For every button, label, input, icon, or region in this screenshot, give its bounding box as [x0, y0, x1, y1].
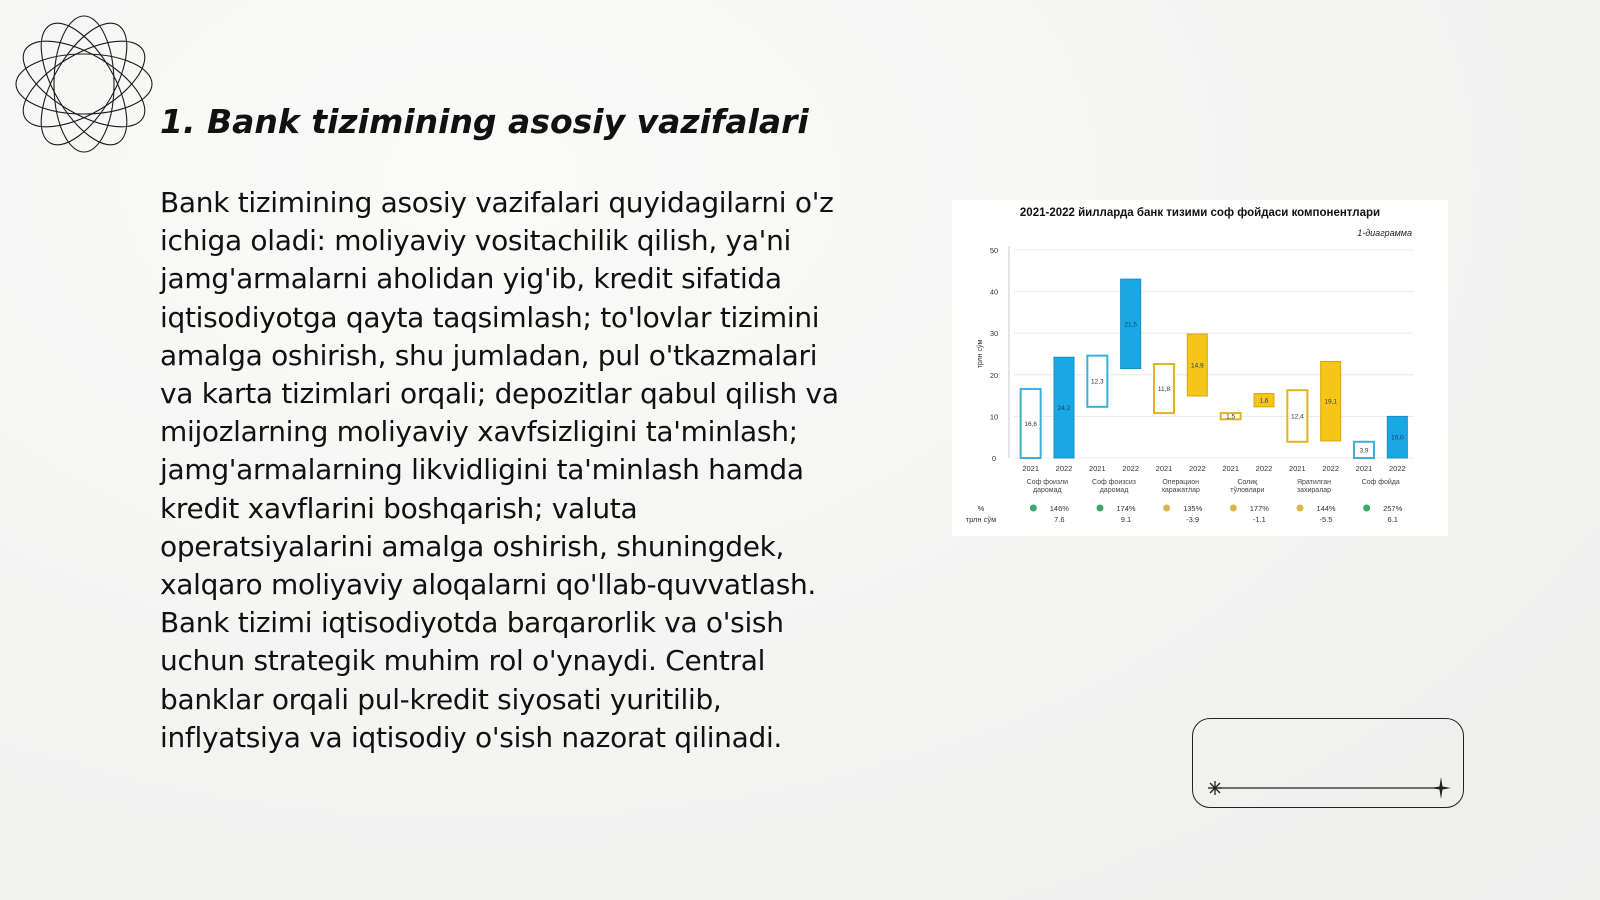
y-tick-label: 50 — [989, 246, 999, 255]
y-tick-label: 20 — [989, 370, 999, 380]
group-label: Соф фоизсиз — [1092, 479, 1136, 486]
group-label: Яратилган — [1296, 479, 1332, 486]
sparkle-line-icon — [1193, 719, 1465, 809]
x-tick-label: 2022 — [1388, 464, 1406, 473]
x-tick-label: 2021 — [1022, 464, 1040, 473]
chart-svg — [952, 200, 1448, 536]
chart-title: 2021-2022 йилларда банк тизими соф фойдаси компонентлари — [1019, 207, 1381, 219]
footer-amount: 7.6 — [1054, 515, 1065, 524]
change-icon — [1297, 505, 1304, 512]
footer-pct: 144% — [1316, 504, 1336, 513]
y-tick-label: 30 — [989, 329, 999, 339]
x-tick-label: 2022 — [1055, 464, 1073, 473]
change-icon — [1030, 505, 1037, 512]
change-icon — [1097, 505, 1104, 512]
group-label: даромад — [1099, 487, 1129, 494]
y-tick-label: 0 — [991, 454, 997, 463]
bar-value-label: 11,8 — [1157, 386, 1171, 394]
x-tick-label: 2022 — [1188, 464, 1206, 473]
footer-amount: 9.1 — [1120, 515, 1132, 524]
x-tick-label: 2021 — [1288, 464, 1306, 473]
bar-value-label: 14,9 — [1191, 362, 1204, 370]
footer-pct: 135% — [1183, 504, 1203, 513]
group-label: захиралар — [1296, 487, 1332, 494]
bar-value-label: 21,5 — [1124, 321, 1137, 329]
chart-subtitle: 1-диаграмма — [1357, 228, 1412, 238]
bar-value-label: 1,5 — [1226, 413, 1236, 421]
group-label: Операцион — [1162, 479, 1199, 486]
footer-row-label: трлн сўм — [965, 515, 997, 524]
footer-amount: 6.1 — [1387, 515, 1398, 524]
x-tick-label: 2022 — [1122, 464, 1140, 473]
change-icon — [1363, 505, 1370, 512]
x-tick-label: 2021 — [1222, 464, 1240, 473]
footer-row-label: % — [977, 504, 985, 513]
bar-value-label: 10,0 — [1391, 434, 1404, 442]
footer-pct: 146% — [1049, 504, 1069, 513]
footer-amount: -1.1 — [1252, 515, 1266, 524]
group-label: Соф фойда — [1361, 479, 1400, 486]
decorative-frame — [1192, 718, 1464, 808]
bar-value-label: 24,2 — [1057, 405, 1071, 413]
footer-pct: 177% — [1249, 504, 1269, 513]
bar-value-label: 12,4 — [1291, 413, 1304, 421]
slide-body-text: Bank tizimining asosiy vazifalari quyidagilarni o'z ichiga oladi: moliyaviy vositachilik qilish, ya'ni jamg'armalarni aholidan yig'ib, kredit sifatida iqtisodiyotga qayta taqsimlash; to'lovlar tizimini amalga oshirish, shu jumladan, pul o'tkazmalari va karta tizimlari orqali; depozitlar qabul qilish va mijozlarning moliyaviy xavfsizligini ta'minlash; jamg'armalarning likvidligini ta'minlash hamda kredit xavflarini boshqarish; valuta operatsiyalarini amalga oshirish, shuningdek, xalqaro moliyaviy aloqalarni qo'llab-quvvatlash. Bank tizimi iqtisodiyotda barqarorlik va o'sish uchun strategik muhim rol o'ynaydi. Central banklar orqali pul-kredit siyosati yuritilib, inflyatsiya va iqtisodiy o'sish nazorat qilinadi. — [160, 186, 839, 754]
group-label: даромад — [1033, 487, 1062, 494]
bar-value-label: 19,1 — [1324, 398, 1337, 406]
x-tick-label: 2021 — [1088, 464, 1106, 473]
bar-value-label: 16,6 — [1024, 420, 1037, 428]
change-icon — [1163, 505, 1170, 512]
x-tick-label: 2021 — [1155, 464, 1173, 473]
bar-value-label: 12,3 — [1091, 378, 1104, 386]
slide-title: 1. Bank tizimining asosiy vazifalari — [160, 102, 809, 141]
bar-value-label: 3,9 — [1359, 447, 1369, 455]
x-tick-label: 2022 — [1322, 464, 1340, 473]
bar-value-label: 1,6 — [1259, 397, 1269, 405]
footer-pct: 257% — [1383, 504, 1403, 513]
orbit-logo-icon — [10, 10, 158, 158]
group-label: Солиқ — [1237, 479, 1258, 486]
group-label: харажатлар — [1161, 487, 1200, 494]
group-label: тўловлари — [1230, 487, 1265, 494]
x-tick-label: 2022 — [1255, 464, 1273, 473]
footer-amount: -3.9 — [1186, 515, 1200, 524]
footer-pct: 174% — [1116, 504, 1136, 513]
y-tick-label: 40 — [989, 287, 999, 297]
net-profit-components-chart — [952, 200, 1448, 536]
y-tick-label: 10 — [989, 412, 999, 422]
y-axis-label: трлн сўм — [977, 339, 984, 369]
footer-amount: -5.5 — [1319, 515, 1333, 524]
x-tick-label: 2021 — [1355, 464, 1373, 473]
change-icon — [1230, 505, 1237, 512]
group-label: Соф фоизли — [1026, 479, 1069, 486]
